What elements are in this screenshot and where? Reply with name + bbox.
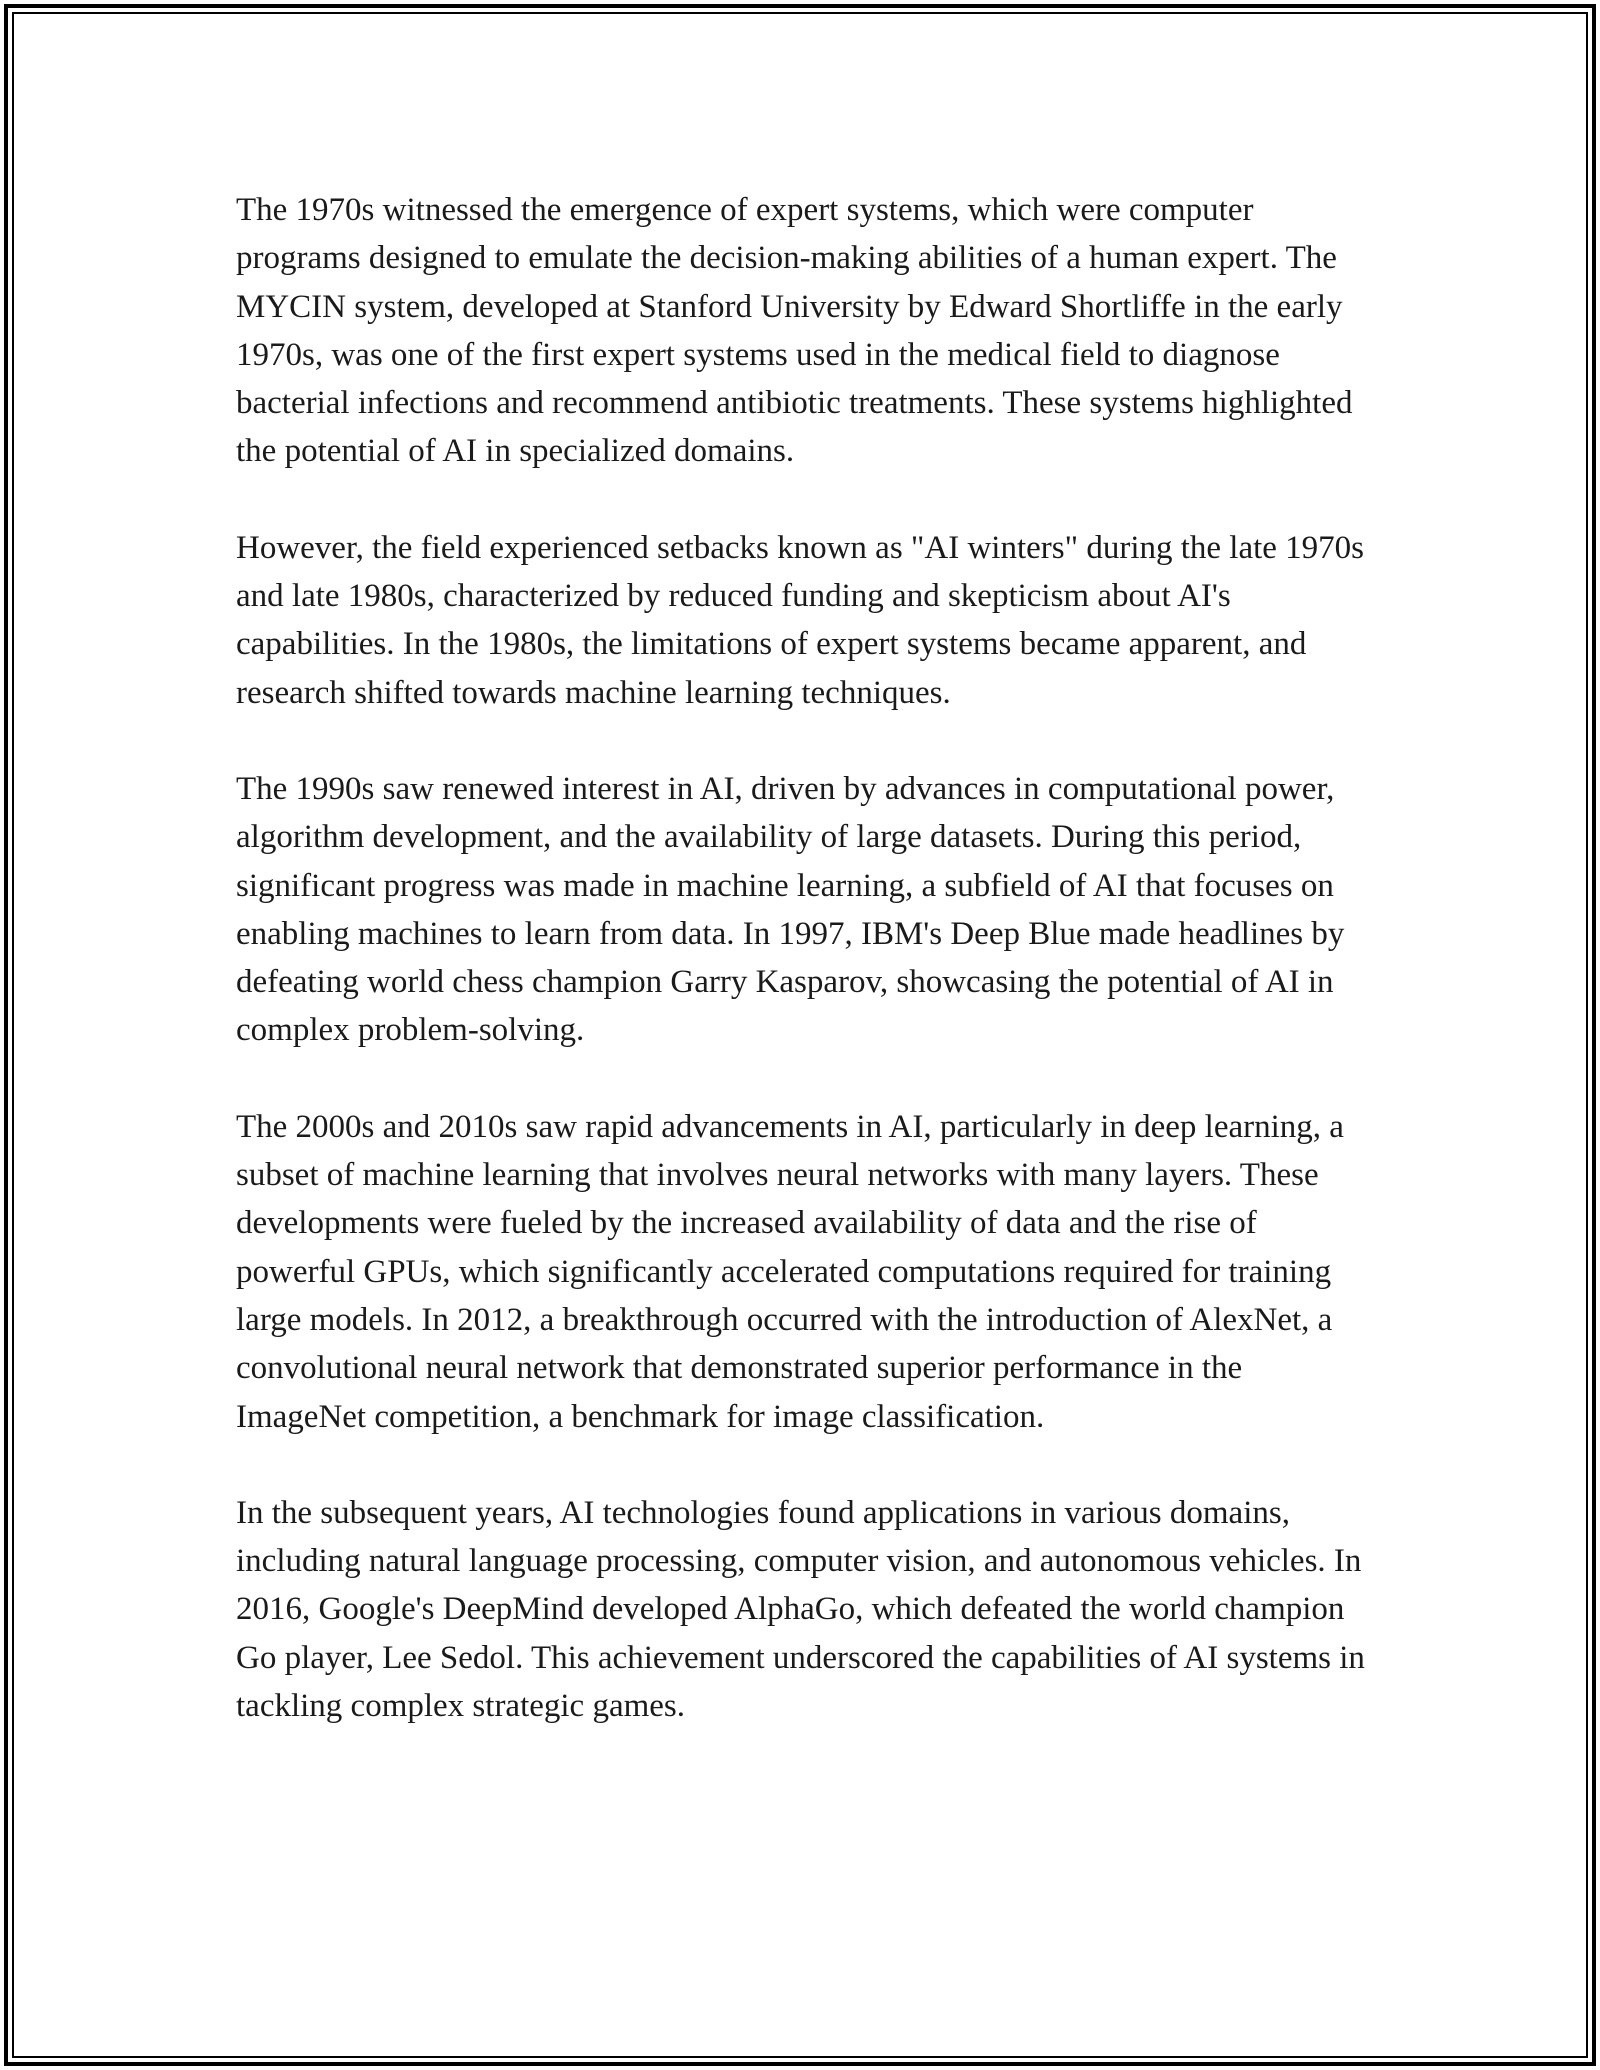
document-body xyxy=(236,186,1376,1730)
paragraph-expert-systems: The 1970s witnessed the emergence of expert systems, which were computer programs designed to emulate the decision-making abilities of a human expert. The MYCIN system, developed at Stanford University by Edward Shortliffe in the early 1970s, was one of the first expert systems used in the medical field to diagnose bacterial infections and recommend antibiotic treatments. These systems highlighted the potential of AI in specialized domains. xyxy=(236,192,1353,470)
paragraph-recent-applications: In the subsequent years, AI technologies found applications in various domains, including natural language processing, computer vision, and autonomous vehicles. In 2016, Google's DeepMind developed AlphaGo, which defeated the world champion Go player, Lee Sedol. This achievement underscored the capabilities of AI systems in tackling complex strategic games. xyxy=(236,1494,1365,1725)
paragraph-ai-winters: However, the field experienced setbacks known as "AI winters" during the late 1970s and late 1980s, characterized by reduced funding and skepticism about AI's capabilities. In the 1980s, the limitations of expert systems became apparent, and research shifted towards machine learning techniques. xyxy=(236,529,1365,711)
paragraph-1990s-renewal: The 1990s saw renewed interest in AI, driven by advances in computational power, algorithm development, and the availability of large datasets. During this period, significant progress was made in machine learning, a subfield of AI that focuses on enabling machines to learn from data. In 1997, IBM's Deep Blue made headlines by defeating world chess champion Garry Kasparov, showcasing the potential of AI in complex problem-solving. xyxy=(236,770,1345,1049)
paragraph-deep-learning: The 2000s and 2010s saw rapid advancements in AI, particularly in deep learning, a subset of machine learning that involves neural networks with many layers. These developments were fueled by the increased availability of data and the rise of powerful GPUs, which significantly accelerated computations required for training large models. In 2012, a breakthrough occurred with the introduction of AlexNet, a convolutional neural network that demonstrated superior performance in the ImageNet competition, a benchmark for image classification. xyxy=(236,1108,1344,1435)
